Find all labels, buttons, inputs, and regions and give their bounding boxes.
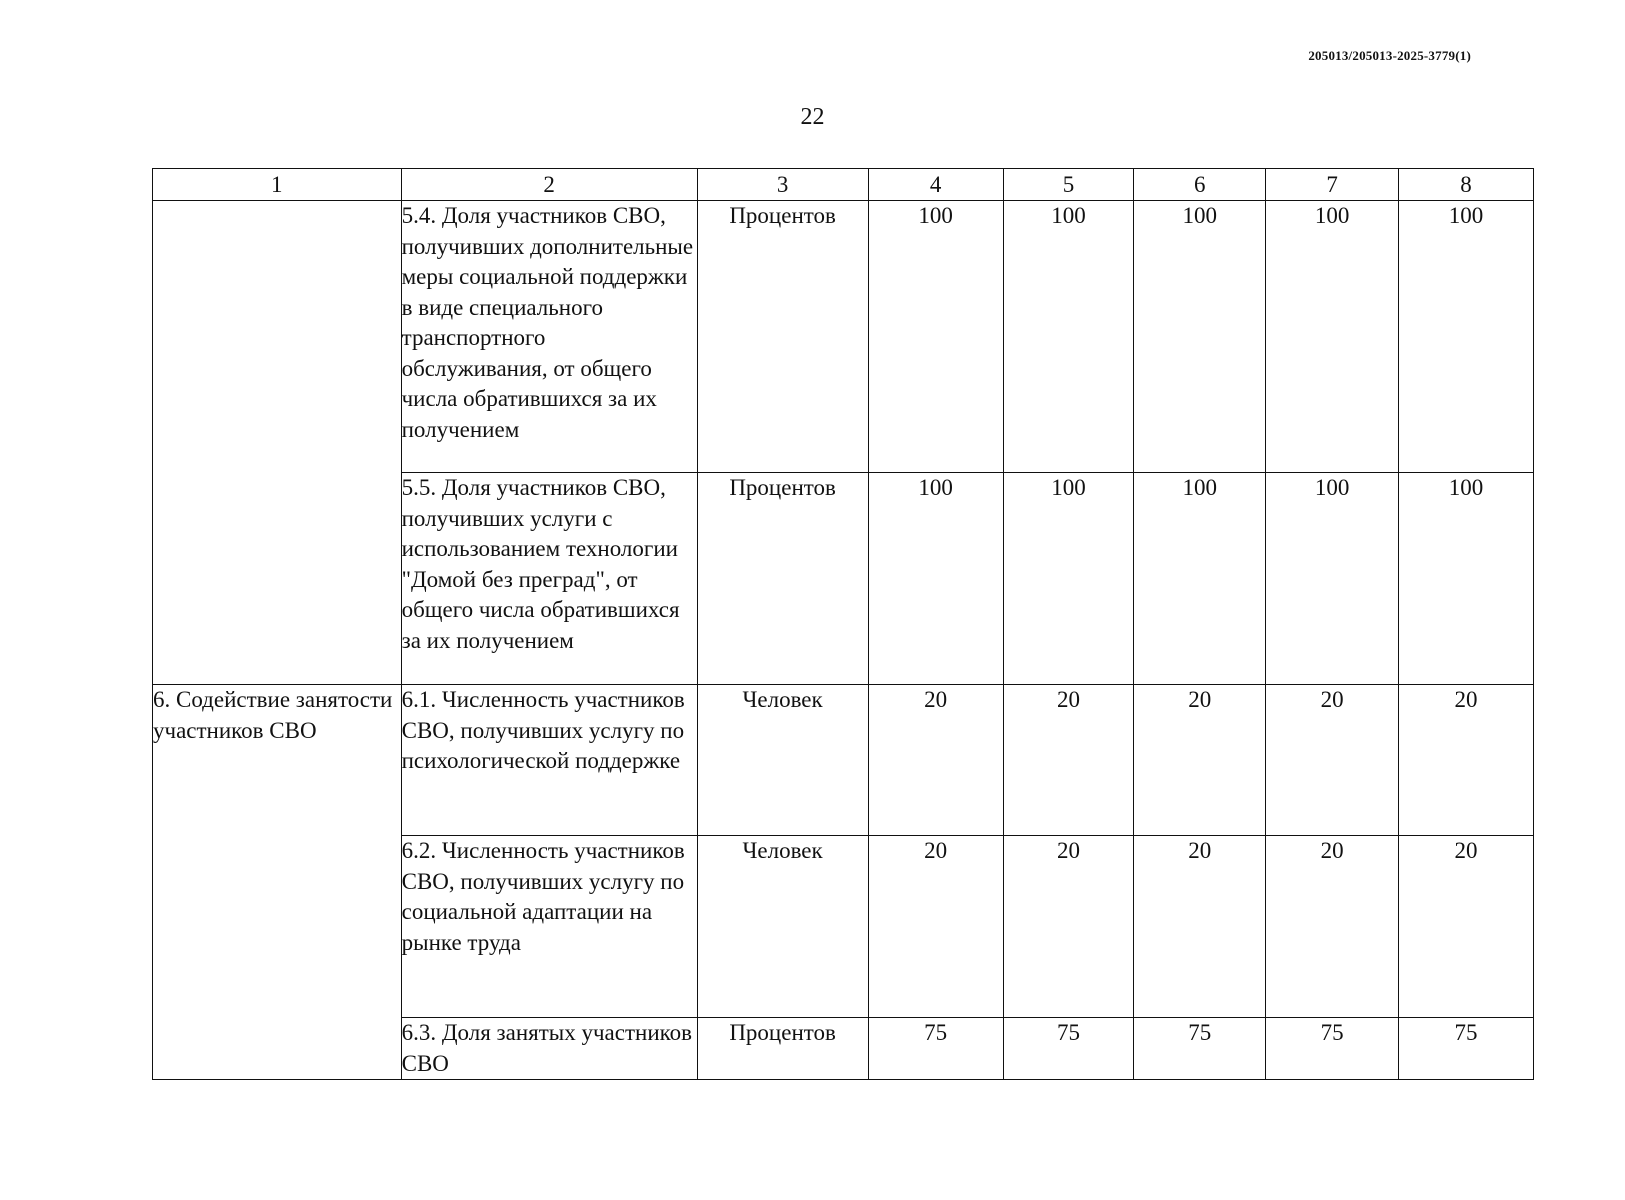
value-cell: 100 bbox=[1399, 201, 1534, 473]
value-cell: 75 bbox=[1266, 1018, 1399, 1080]
column-number: 6 bbox=[1134, 169, 1266, 201]
value-cell: 100 bbox=[1003, 473, 1134, 685]
column-number: 4 bbox=[868, 169, 1003, 201]
value-cell: 75 bbox=[1134, 1018, 1266, 1080]
unit-cell: Человек bbox=[697, 836, 868, 1018]
goal-cell bbox=[153, 201, 402, 685]
column-number: 1 bbox=[153, 169, 402, 201]
value-cell: 100 bbox=[1134, 201, 1266, 473]
value-cell: 100 bbox=[1003, 201, 1134, 473]
table-row bbox=[153, 685, 1534, 836]
value-cell: 100 bbox=[868, 201, 1003, 473]
column-number: 2 bbox=[401, 169, 697, 201]
value-cell: 20 bbox=[1399, 685, 1534, 836]
column-number: 7 bbox=[1266, 169, 1399, 201]
value-cell: 100 bbox=[868, 473, 1003, 685]
value-cell: 20 bbox=[1399, 836, 1534, 1018]
value-cell: 20 bbox=[1266, 836, 1399, 1018]
column-number-row bbox=[153, 169, 1534, 201]
value-cell: 100 bbox=[1399, 473, 1534, 685]
value-cell: 75 bbox=[868, 1018, 1003, 1080]
value-cell: 20 bbox=[1266, 685, 1399, 836]
value-cell: 75 bbox=[1003, 1018, 1134, 1080]
value-cell: 75 bbox=[1399, 1018, 1534, 1080]
page-number: 22 bbox=[800, 104, 825, 130]
indicator-cell: 5.5. Доля участников СВО, получивших услуги с использованием технологии "Домой без преград", от общего числа обратившихся за их получением bbox=[401, 473, 697, 685]
value-cell: 20 bbox=[868, 836, 1003, 1018]
unit-cell: Процентов bbox=[697, 1018, 868, 1080]
value-cell: 20 bbox=[1134, 836, 1266, 1018]
indicator-cell: 6.3. Доля занятых участников СВО bbox=[401, 1018, 697, 1080]
value-cell: 20 bbox=[1003, 836, 1134, 1018]
column-number: 5 bbox=[1003, 169, 1134, 201]
unit-cell: Человек bbox=[697, 685, 868, 836]
table-row bbox=[153, 201, 1534, 473]
value-cell: 100 bbox=[1266, 201, 1399, 473]
value-cell: 100 bbox=[1134, 473, 1266, 685]
column-number: 3 bbox=[697, 169, 868, 201]
indicators-table bbox=[152, 168, 1534, 1080]
value-cell: 100 bbox=[1266, 473, 1399, 685]
unit-cell: Процентов bbox=[697, 473, 868, 685]
unit-cell: Процентов bbox=[697, 201, 868, 473]
value-cell: 20 bbox=[1134, 685, 1266, 836]
value-cell: 20 bbox=[868, 685, 1003, 836]
value-cell: 20 bbox=[1003, 685, 1134, 836]
column-number: 8 bbox=[1399, 169, 1534, 201]
indicator-cell: 5.4. Доля участников СВО, получивших дополнительные меры социальной поддержки в виде специального транспортного обслуживания, от общего числа обратившихся за их получением bbox=[401, 201, 697, 473]
document-code: 205013/205013-2025-3779(1) bbox=[1308, 48, 1471, 63]
goal-cell: 6. Содействие занятости участников СВО bbox=[153, 685, 402, 1080]
indicator-cell: 6.2. Численность участников СВО, получивших услугу по социальной адаптации на рынке труда bbox=[401, 836, 697, 1018]
indicator-cell: 6.1. Численность участников СВО, получивших услугу по психологической поддержке bbox=[401, 685, 697, 836]
